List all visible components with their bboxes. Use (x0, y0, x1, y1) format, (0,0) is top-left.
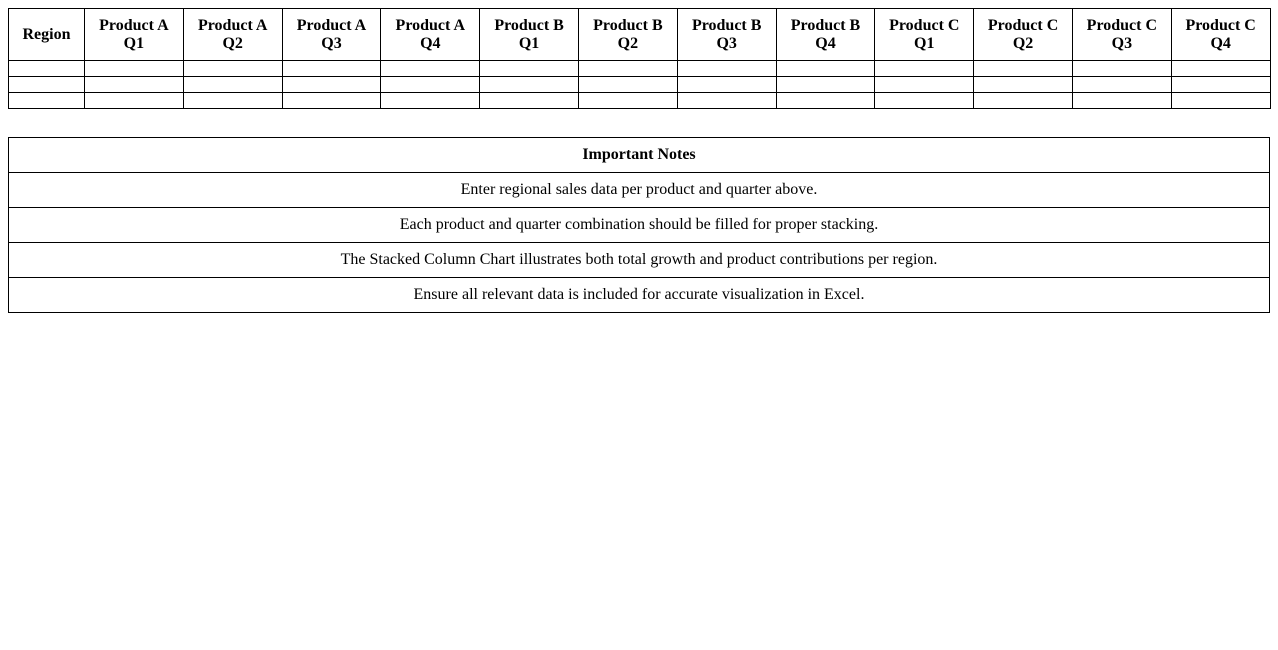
table-cell[interactable] (1171, 77, 1270, 93)
table-cell[interactable] (677, 93, 776, 109)
column-header-quarter: Q1 (518, 34, 540, 52)
table-cell[interactable] (974, 77, 1073, 93)
note-item: Enter regional sales data per product and quarter above. (9, 173, 1270, 208)
column-header-product: Product C (987, 16, 1059, 34)
important-notes-table (8, 137, 1270, 313)
column-header-product: Product C (1086, 16, 1158, 34)
table-cell[interactable] (381, 61, 480, 77)
column-header-product: Product B (494, 16, 564, 34)
column-header-product: Product A (296, 16, 367, 34)
table-cell[interactable] (183, 61, 282, 77)
table-cell[interactable] (85, 61, 184, 77)
table-cell[interactable] (677, 77, 776, 93)
column-header-quarter: Q3 (716, 34, 737, 52)
note-item: The Stacked Column Chart illustrates both total growth and product contributions per region. (9, 243, 1270, 278)
column-header-product: Product B (790, 16, 861, 34)
column-header-product: Product A (99, 16, 169, 34)
table-cell[interactable] (282, 93, 381, 109)
column-header-product: Product A (197, 16, 268, 34)
column-header-quarter: Q4 (815, 34, 836, 52)
column-header-quarter: Q2 (617, 34, 639, 52)
column-header-quarter: Q4 (1210, 34, 1231, 52)
table-cell[interactable] (1171, 61, 1270, 77)
notes-row (9, 278, 1270, 313)
table-cell[interactable] (85, 93, 184, 109)
table-cell[interactable] (578, 61, 677, 77)
sales-data-table (8, 8, 1271, 109)
table-cell[interactable] (1072, 61, 1171, 77)
table-cell[interactable] (1072, 77, 1171, 93)
column-header (1072, 9, 1171, 61)
region-cell[interactable] (9, 77, 85, 93)
region-header: Region (9, 9, 85, 61)
table-cell[interactable] (381, 93, 480, 109)
column-header (1171, 9, 1270, 61)
table-cell[interactable] (776, 93, 875, 109)
column-header (875, 9, 974, 61)
column-header-quarter: Q1 (914, 34, 935, 52)
column-header (480, 9, 579, 61)
notes-row (9, 208, 1270, 243)
column-header-quarter: Q3 (321, 34, 342, 52)
note-item: Each product and quarter combination should be filled for proper stacking. (9, 208, 1270, 243)
note-item: Ensure all relevant data is included for accurate visualization in Excel. (9, 278, 1270, 313)
table-cell[interactable] (381, 77, 480, 93)
column-header (578, 9, 677, 61)
column-header-product: Product B (691, 16, 762, 34)
table-cell[interactable] (1072, 93, 1171, 109)
column-header-product: Product C (889, 16, 960, 34)
table-cell[interactable] (480, 77, 579, 93)
table-cell[interactable] (1171, 93, 1270, 109)
table-cell[interactable] (480, 61, 579, 77)
notes-row (9, 243, 1270, 278)
table-row (9, 93, 1271, 109)
table-cell[interactable] (875, 93, 974, 109)
column-header-product: Product A (395, 16, 466, 34)
column-header (677, 9, 776, 61)
table-cell[interactable] (282, 77, 381, 93)
column-header (183, 9, 282, 61)
column-header-quarter: Q2 (222, 34, 243, 52)
region-cell[interactable] (9, 93, 85, 109)
table-header-row (9, 9, 1271, 61)
table-cell[interactable] (677, 61, 776, 77)
column-header-product: Product C (1185, 16, 1256, 34)
table-cell[interactable] (776, 61, 875, 77)
table-cell[interactable] (183, 77, 282, 93)
table-cell[interactable] (974, 61, 1073, 77)
table-cell[interactable] (875, 61, 974, 77)
table-cell[interactable] (974, 93, 1073, 109)
table-cell[interactable] (85, 77, 184, 93)
column-header-quarter: Q3 (1111, 34, 1133, 52)
table-cell[interactable] (578, 77, 677, 93)
table-cell[interactable] (578, 93, 677, 109)
column-header-quarter: Q4 (420, 34, 441, 52)
column-header (282, 9, 381, 61)
column-header (381, 9, 480, 61)
column-header-quarter: Q1 (123, 34, 145, 52)
column-header (974, 9, 1073, 61)
table-cell[interactable] (282, 61, 381, 77)
notes-title: Important Notes (9, 138, 1270, 173)
table-row (9, 61, 1271, 77)
column-header-product: Product B (593, 16, 663, 34)
table-cell[interactable] (183, 93, 282, 109)
notes-header-row (9, 138, 1270, 173)
column-header (85, 9, 184, 61)
table-cell[interactable] (875, 77, 974, 93)
region-cell[interactable] (9, 61, 85, 77)
column-header-quarter: Q2 (1012, 34, 1034, 52)
table-cell[interactable] (776, 77, 875, 93)
table-row (9, 77, 1271, 93)
table-cell[interactable] (480, 93, 579, 109)
column-header (776, 9, 875, 61)
notes-row (9, 173, 1270, 208)
